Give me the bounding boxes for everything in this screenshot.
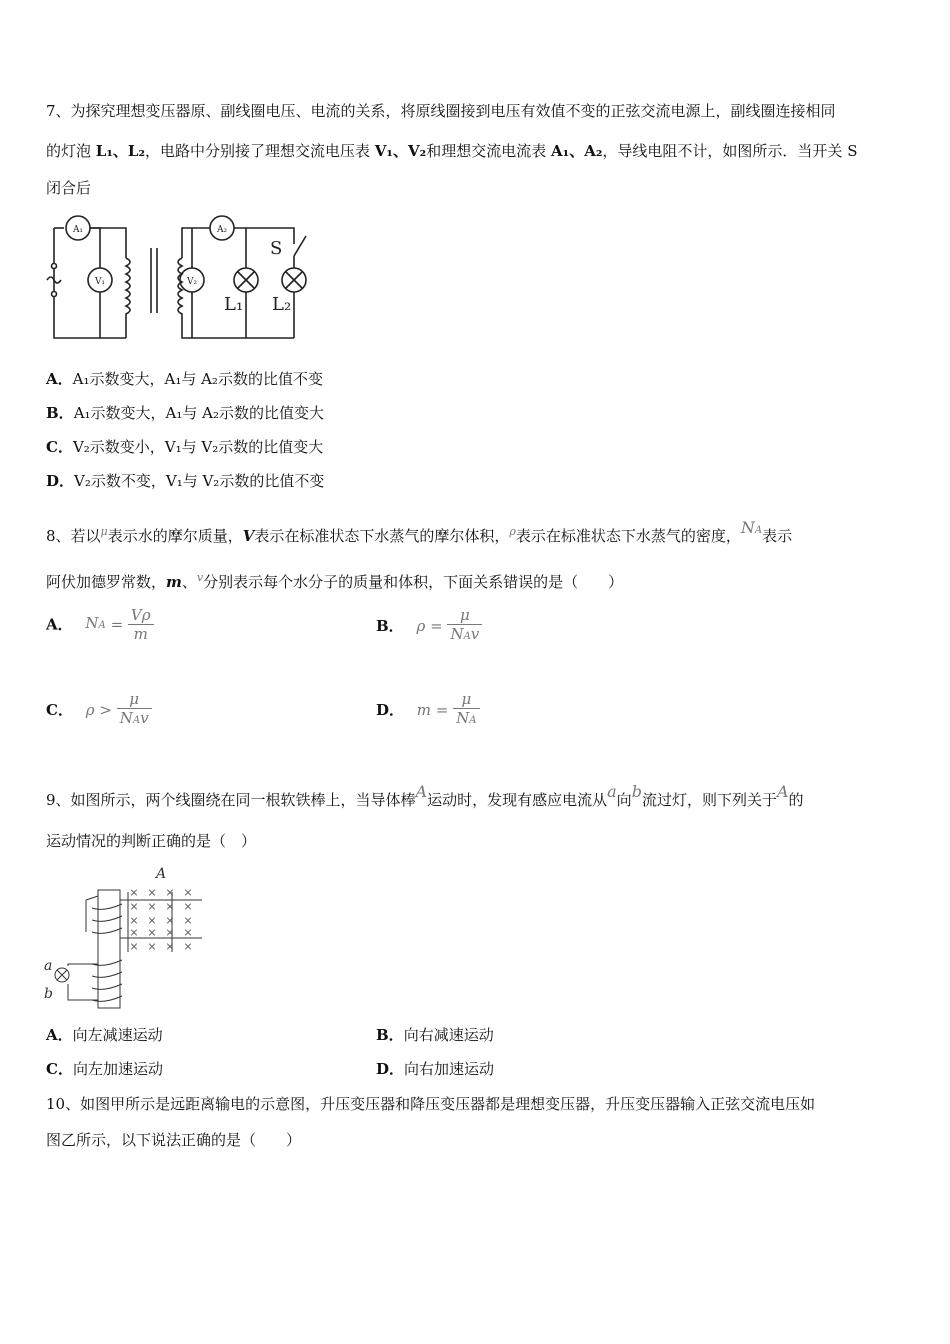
svg-text:×: × bbox=[165, 886, 175, 899]
symbol-rho: ρ bbox=[509, 525, 516, 538]
magnetic-field-crosses bbox=[129, 886, 192, 953]
svg-text:×: × bbox=[165, 926, 175, 939]
svg-text:×: × bbox=[183, 940, 193, 953]
ammeter-a1-label: A₁ bbox=[72, 225, 84, 235]
q7-line-3: 闭合后 bbox=[46, 179, 92, 197]
q7-bulbs: L₁、L₂ bbox=[95, 142, 146, 160]
svg-text:×: × bbox=[129, 886, 139, 899]
point-a-label: a bbox=[44, 958, 53, 974]
svg-text:×: × bbox=[183, 900, 193, 913]
q7-option-b[interactable]: B．A₁示数变大，A₁与 A₂示数的比值变大 bbox=[46, 404, 324, 422]
q9-line-1: 9、如图所示，两个线圈绕在同一根软铁棒上，当导体棒A运动时，发现有感应电流从a向b流过灯，则下列关于A的 bbox=[46, 782, 804, 809]
rod-a-label: A bbox=[156, 866, 167, 882]
q8-option-b[interactable]: B． ρ = $\frac{\mu}{\text{NAv}}$ bbox=[376, 606, 482, 646]
q10-line-1: 10、如图甲所示是远距离输电的示意图，升压变压器和降压变压器都是理想变压器，升压变压器输入正弦交流电压如 bbox=[46, 1095, 816, 1113]
q8-option-c[interactable]: C． ρ > $\frac{\mu}{\text{NAv}}$ bbox=[46, 690, 152, 730]
svg-text:×: × bbox=[183, 886, 193, 899]
bulb-l2-label: L₂ bbox=[272, 294, 292, 315]
svg-text:×: × bbox=[183, 926, 193, 939]
symbol-mu: μ bbox=[100, 525, 108, 538]
q7-line-2: 的灯泡 L₁、L₂，电路中分别接了理想交流电压表 V₁、V₂和理想交流电流表 A₁、A₂，导线电阻不计，如图所示．当开关 S bbox=[46, 142, 858, 160]
q7-option-d[interactable]: D．V₂示数不变，V₁与 V₂示数的比值不变 bbox=[46, 472, 325, 490]
ammeter-a2-label: A₂ bbox=[216, 225, 228, 235]
q8-line-1: 8、若以$^\mu$表示水的摩尔质量，V表示在标准状态下水蒸气的摩尔体积，$^\rho$表示在标准状态下水蒸气的密度，NA表示 bbox=[46, 518, 793, 545]
q7-line-1: 7、为探究理想变压器原、副线圈电压、电流的关系，将原线圈接到电压有效值不变的正弦交流电源上，副线圈连接相同 bbox=[46, 102, 836, 120]
svg-text:×: × bbox=[147, 926, 157, 939]
svg-text:×: × bbox=[165, 940, 175, 953]
svg-text:×: × bbox=[129, 914, 139, 927]
svg-text:×: × bbox=[147, 900, 157, 913]
svg-text:×: × bbox=[147, 914, 157, 927]
bulb-l1-label: L₁ bbox=[224, 294, 244, 315]
q7-ammeters: A₁、A₂ bbox=[551, 142, 603, 160]
point-b-label: b bbox=[44, 986, 53, 1002]
q9-coil-figure bbox=[42, 862, 212, 1012]
symbol-na: NA bbox=[740, 518, 763, 537]
svg-text:×: × bbox=[129, 940, 139, 953]
q9-line-2: 运动情况的判断正确的是（ ） bbox=[46, 832, 257, 850]
q10-line-2: 图乙所示，以下说法正确的是（ ） bbox=[46, 1131, 302, 1149]
q7-voltmeters: V₁、V₂ bbox=[374, 142, 427, 160]
voltmeter-v1-label: V₁ bbox=[94, 277, 106, 287]
q8-option-d[interactable]: D． m = $\frac{\mu}{NA}$ bbox=[376, 690, 480, 730]
svg-text:×: × bbox=[165, 914, 175, 927]
svg-text:×: × bbox=[147, 886, 157, 899]
q9-option-a[interactable]: A．向左减速运动 bbox=[46, 1026, 163, 1044]
svg-text:×: × bbox=[129, 900, 139, 913]
svg-text:×: × bbox=[147, 940, 157, 953]
q9-option-c[interactable]: C．向左加速运动 bbox=[46, 1060, 163, 1078]
q8-option-a[interactable]: A． NA = $\frac{V\rho}{m}$ bbox=[46, 606, 154, 643]
symbol-v: v bbox=[196, 571, 204, 584]
q7-circuit-figure bbox=[44, 208, 314, 346]
q9-option-d[interactable]: D．向右加速运动 bbox=[376, 1060, 495, 1078]
q8-line-2: 阿伏加德罗常数，m、$^v$分别表示每个水分子的质量和体积，下面关系错误的是（ ） bbox=[46, 571, 624, 591]
q7-option-a[interactable]: A．A₁示数变大，A₁与 A₂示数的比值不变 bbox=[46, 370, 323, 388]
svg-text:×: × bbox=[165, 900, 175, 913]
svg-text:×: × bbox=[183, 914, 193, 927]
voltmeter-v2-label: V₂ bbox=[186, 277, 198, 287]
q9-option-b[interactable]: B．向右减速运动 bbox=[376, 1026, 494, 1044]
switch-s-label: S bbox=[270, 238, 283, 259]
q7-option-c[interactable]: C．V₂示数变小，V₁与 V₂示数的比值变大 bbox=[46, 438, 324, 456]
svg-text:×: × bbox=[129, 926, 139, 939]
